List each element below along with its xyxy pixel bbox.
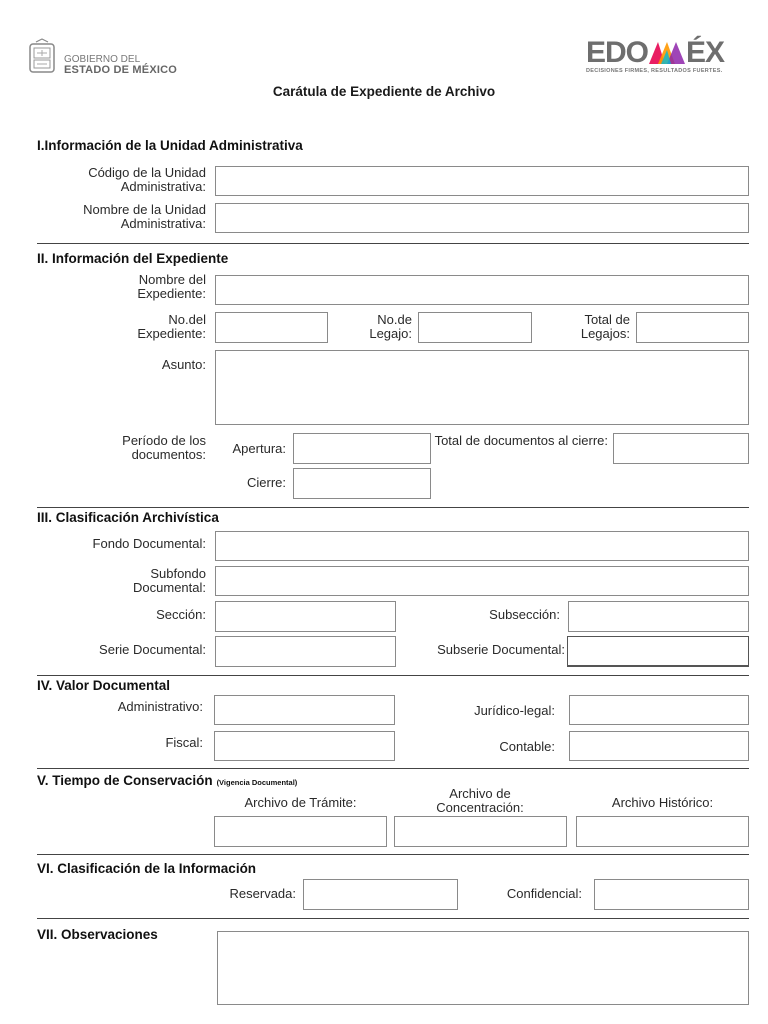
section-2-heading: II. Información del Expediente (37, 251, 229, 266)
seccion-label: Sección: (156, 607, 206, 622)
seccion-field[interactable] (215, 601, 396, 632)
page-title: Carátula de Expediente de Archivo (272, 84, 496, 99)
divider (37, 768, 749, 769)
periodo-documentos-label: Período de los documentos: (122, 433, 206, 462)
asunto-field[interactable] (215, 350, 749, 425)
contable-label: Contable: (499, 739, 555, 754)
archivo-concentracion-field[interactable] (394, 816, 567, 847)
total-legajos-field[interactable] (636, 312, 749, 343)
edomex-brand-logo (586, 36, 724, 70)
section-7-heading: VII. Observaciones (37, 927, 158, 942)
confidencial-label: Confidencial: (506, 886, 582, 901)
subserie-documental-field[interactable] (567, 636, 749, 667)
divider (37, 243, 749, 244)
state-seal-logo (26, 38, 58, 76)
serie-documental-label: Serie Documental: (99, 642, 206, 657)
administrativo-label: Administrativo: (117, 699, 203, 714)
juridico-legal-label: Jurídico-legal: (474, 703, 555, 718)
archivo-tramite-label: Archivo de Trámite: (244, 795, 357, 810)
section-5-heading (37, 773, 297, 788)
no-expediente-field[interactable] (215, 312, 328, 343)
subserie-documental-label: Subserie Documental: (437, 642, 565, 657)
serie-documental-field[interactable] (215, 636, 396, 667)
juridico-legal-field[interactable] (569, 695, 749, 725)
codigo-unidad-label: Código de la Unidad Administrativa: (88, 165, 206, 194)
fiscal-field[interactable] (214, 731, 395, 761)
subseccion-label: Subsección: (489, 607, 560, 622)
reservada-label: Reservada: (229, 886, 296, 901)
fondo-documental-label: Fondo Documental: (92, 536, 206, 551)
asunto-label: Asunto: (161, 357, 206, 372)
government-name (64, 54, 177, 76)
administrativo-field[interactable] (214, 695, 395, 725)
subfondo-documental-label: Subfondo Documental: (133, 566, 206, 595)
section-1-heading: I.Información de la Unidad Administrativa (37, 138, 303, 153)
nombre-unidad-label: Nombre de la Unidad Administrativa: (83, 202, 206, 231)
divider (37, 507, 749, 508)
section-3-heading: III. Clasificación Archivística (37, 510, 219, 525)
total-documentos-label: Total de documentos al cierre: (434, 433, 608, 448)
section-5-title: V. Tiempo de Conservación (37, 773, 213, 788)
nombre-expediente-field[interactable] (215, 275, 749, 305)
no-expediente-label: No.del Expediente: (137, 312, 206, 341)
apertura-field[interactable] (293, 433, 431, 464)
brand-tagline: DECISIONES FIRMES, RESULTADOS FUERTES. (586, 68, 723, 74)
archivo-historico-field[interactable] (576, 816, 749, 847)
gov-line-2: ESTADO DE MÉXICO (64, 64, 178, 76)
observaciones-field[interactable] (217, 931, 749, 1005)
fondo-documental-field[interactable] (215, 531, 749, 561)
reservada-field[interactable] (303, 879, 458, 910)
gov-line-1: GOBIERNO DEL (64, 54, 141, 65)
subfondo-documental-field[interactable] (215, 566, 749, 596)
archivo-tramite-field[interactable] (214, 816, 387, 847)
archivo-concentracion-label: Archivo de Concentración: (436, 786, 524, 815)
nombre-unidad-field[interactable] (215, 203, 749, 233)
divider (37, 854, 749, 855)
divider (37, 918, 749, 919)
total-legajos-label: Total de Legajos: (580, 312, 630, 341)
apertura-label: Apertura: (232, 441, 286, 456)
nombre-expediente-label: Nombre del Expediente: (137, 272, 206, 301)
divider (37, 675, 749, 676)
fiscal-label: Fiscal: (165, 735, 203, 750)
cierre-label: Cierre: (246, 475, 286, 490)
total-documentos-field[interactable] (613, 433, 749, 464)
section-5-subtitle: (Vigencia Documental) (216, 778, 298, 787)
cierre-field[interactable] (293, 468, 431, 499)
section-4-heading: IV. Valor Documental (37, 678, 171, 693)
codigo-unidad-field[interactable] (215, 166, 749, 196)
brand-text-part2: ÉX (686, 36, 725, 69)
section-6-heading: VI. Clasificación de la Información (37, 861, 257, 876)
confidencial-field[interactable] (594, 879, 749, 910)
no-legajo-label: No.de Legajo: (369, 312, 412, 341)
contable-field[interactable] (569, 731, 749, 761)
brand-text-part1: EDO (586, 36, 649, 69)
brand-colorful-m-icon (649, 40, 685, 64)
archivo-historico-label: Archivo Histórico: (611, 795, 714, 810)
subseccion-field[interactable] (568, 601, 749, 632)
no-legajo-field[interactable] (418, 312, 532, 343)
